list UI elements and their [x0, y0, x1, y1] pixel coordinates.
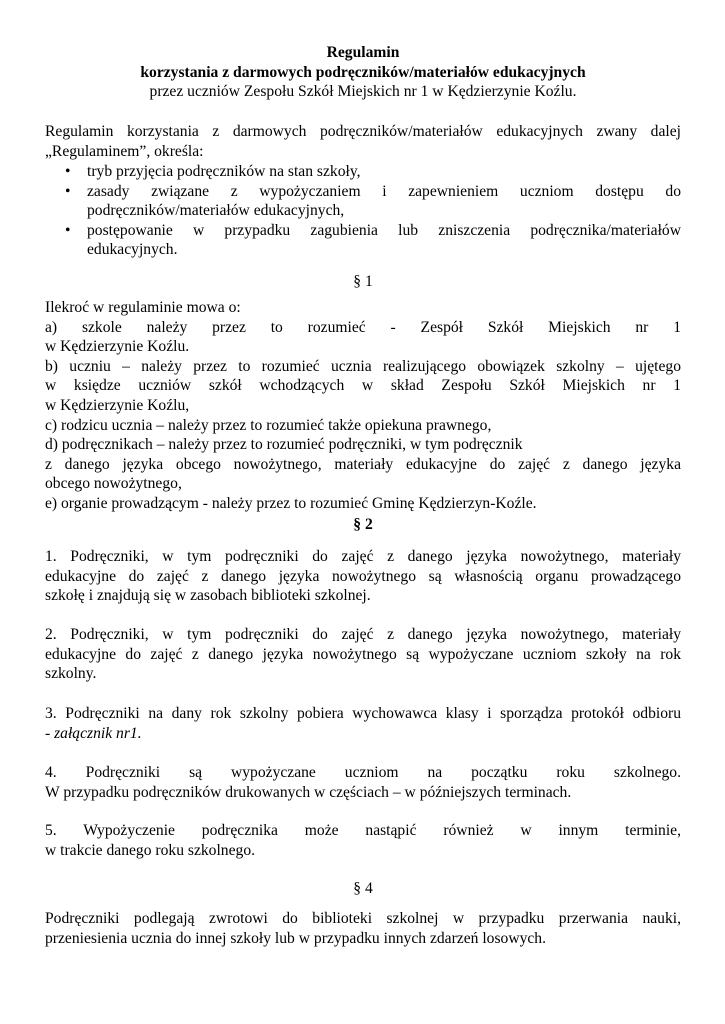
document-subtitle: korzystania z darmowych podręczników/materiałów edukacyjnych [140, 64, 586, 81]
paragraph-line: Podręczniki podlegają zwrotowi do biblioteki szkolnej w przypadku przerwania nauki, [45, 910, 681, 927]
bullet-item [45, 182, 681, 221]
section-1-heading: § 1 [353, 273, 373, 290]
section-2-point-1 [45, 547, 681, 606]
paragraph-line [45, 724, 681, 744]
paragraph-line: 1. Podręczniki, w tym podręczniki do zajęć z danego języka nowożytnego, materiały [45, 548, 681, 565]
definition-e: e) organie prowadzącym - należy przez to rozumieć Gminę Kędzierzyn-Koźle. [45, 494, 537, 512]
paragraph-line: W przypadku podręczników drukowanych w częściach – w późniejszych terminach. [45, 783, 572, 801]
bullet-text: tryb przyjęcia podręczników na stan szkoły, [87, 163, 361, 180]
section-1-body [45, 298, 681, 514]
section-2-point-5 [45, 821, 681, 860]
paragraph-line: szkolny. [45, 665, 97, 683]
paragraph-line: 5. Wypożyczenie podręcznika może nastąpić również w innym terminie, [45, 822, 681, 839]
paragraph-line: edukacyjne do zajęć z danego języka nowożytnego są własnością organu prowadzącego [45, 567, 681, 585]
bullet-text: edukacyjnych. [87, 241, 178, 259]
document-subtitle-school: przez uczniów Zespołu Szkół Miejskich nr 1 w Kędzierzynie Koźlu. [149, 83, 577, 100]
definition-b: w księdze uczniów szkół wchodzących w skład Zespołu Szkół Miejskich nr 1 [45, 377, 681, 395]
intro-paragraph [45, 122, 681, 161]
paragraph-line: 4. Podręczniki są wypożyczane uczniom na początku roku szkolnego. [45, 764, 681, 781]
bullet-item [45, 162, 681, 182]
paragraph-line: 3. Podręczniki na dany rok szkolny pobiera wychowawca klasy i sporządza protokół odbioru [45, 705, 681, 722]
section-4-heading: § 4 [353, 880, 373, 897]
paragraph-line: 2. Podręczniki, w tym podręczniki do zajęć z danego języka nowożytnego, materiały [45, 626, 681, 643]
bullet-text: podręczników/materiałów edukacyjnych, [87, 202, 345, 220]
definition-b: w Kędzierzynie Koźlu, [45, 396, 190, 414]
intro-line: Regulamin korzystania z darmowych podręczników/materiałów edukacyjnych zwany dalej [45, 123, 681, 140]
section-2-point-4 [45, 763, 681, 802]
section-4-body [45, 909, 681, 948]
bullet-text: postępowanie w przypadku zagubienia lub zniszczenia podręcznika/materiałów [87, 221, 681, 239]
definition-d: d) podręcznikach – należy przez to rozumieć podręczniki, w tym podręcznik [45, 436, 523, 454]
bullet-icon: • [65, 182, 71, 200]
section-2-heading: § 2 [353, 516, 373, 533]
bullet-icon: • [65, 163, 71, 180]
definition-a: w Kędzierzynie Koźlu. [45, 338, 190, 356]
definitions-lead: Ilekroć w regulaminie mowa o: [45, 299, 241, 316]
definition-a: a) szkole należy przez to rozumieć - Zespół Szkół Miejskich nr 1 [45, 318, 681, 336]
paragraph-line: edukacyjne do zajęć z danego języka nowożytnego są wypożyczane uczniom szkoły na rok [45, 645, 681, 663]
intro-line: „Regulaminem”, określa: [45, 142, 204, 160]
bullet-icon: • [65, 221, 71, 239]
bullet-item [45, 221, 681, 260]
bullet-text: zasady związane z wypożyczaniem i zapewnieniem uczniom dostępu do [87, 182, 681, 200]
definition-d: obcego nowożytnego, [45, 475, 182, 493]
paragraph-line: w trakcie danego roku szkolnego. [45, 841, 256, 859]
section-2-point-2 [45, 625, 681, 684]
definition-d: z danego języka obcego nowożytnego, materiały edukacyjne do zajęć z danego języka [45, 455, 681, 473]
definition-b: b) uczniu – należy przez to rozumieć ucznia realizującego obowiązek szkolny – ujętego [45, 357, 681, 375]
paragraph-line: przeniesienia ucznia do innej szkoły lub w przypadku innych zdarzeń losowych. [45, 929, 547, 947]
document-title: Regulamin [326, 44, 400, 61]
definition-c: c) rodzicu ucznia – należy przez to rozumieć także opiekuna prawnego, [45, 416, 492, 434]
section-2-point-3 [45, 704, 681, 743]
attachment-reference: załącznik nr1. [54, 724, 142, 742]
dash-prefix: - [45, 724, 55, 742]
intro-bullet-list [45, 162, 681, 260]
paragraph-line: szkołę i znajdują się w zasobach biblioteki szkolnej. [45, 587, 371, 605]
